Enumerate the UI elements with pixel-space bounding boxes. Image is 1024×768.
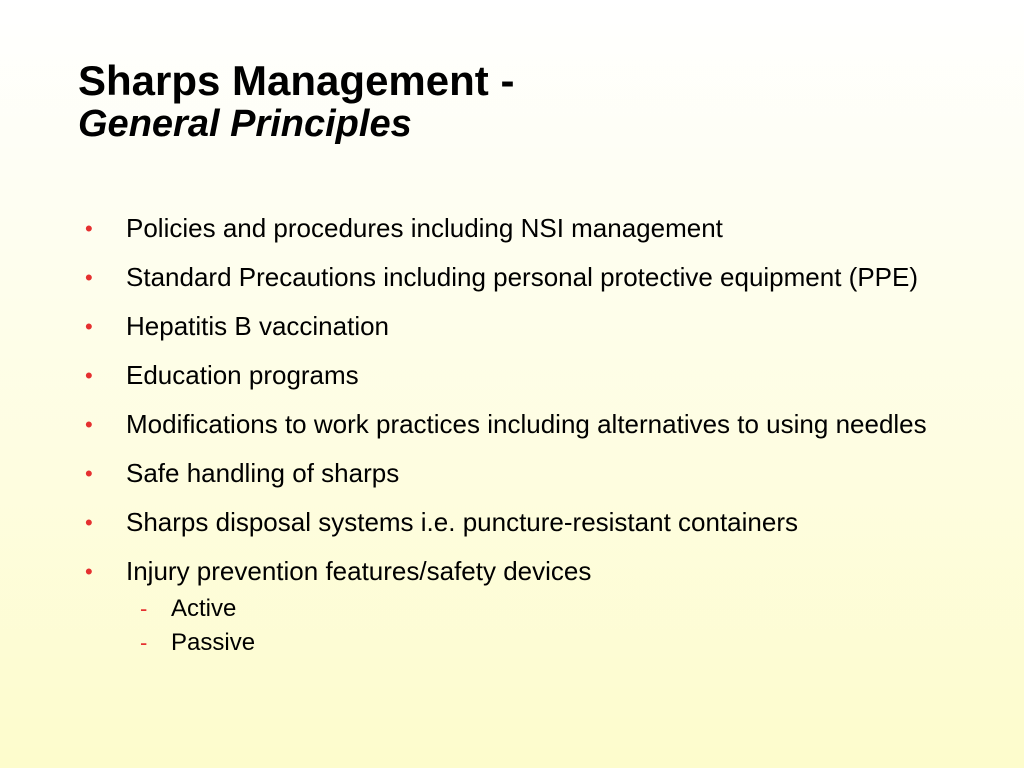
bullet-item	[85, 261, 945, 294]
bullet-icon: •	[85, 412, 93, 437]
bullet-content	[85, 212, 945, 660]
sub-bullet-item	[126, 626, 945, 660]
bullet-icon: •	[85, 314, 93, 339]
sub-bullet-text: Passive	[171, 629, 256, 656]
bullet-item	[85, 457, 945, 490]
title-block	[78, 58, 958, 147]
bullet-icon: •	[85, 216, 93, 241]
bullet-item	[85, 359, 945, 392]
bullet-icon: •	[85, 510, 93, 535]
dash-icon: -	[140, 596, 148, 621]
bullet-text: Safe handling of sharps	[126, 458, 400, 488]
bullet-item	[85, 310, 945, 343]
bullet-text: Education programs	[126, 360, 359, 390]
bullet-icon: •	[85, 559, 93, 584]
bullet-text: Modifications to work practices including alternatives to using needles	[126, 409, 927, 439]
slide-title: Sharps Management -	[78, 57, 515, 104]
dash-icon: -	[140, 630, 148, 655]
bullet-text: Hepatitis B vaccination	[126, 311, 390, 341]
bullet-icon: •	[85, 461, 93, 486]
bullet-text: Policies and procedures including NSI management	[126, 213, 723, 243]
bullet-icon: •	[85, 265, 93, 290]
sub-bullet-list	[126, 592, 945, 660]
bullet-text: Injury prevention features/safety devices	[126, 556, 592, 586]
sub-bullet-item	[126, 592, 945, 626]
bullet-item	[85, 506, 945, 539]
slide-subtitle: General Principles	[78, 103, 412, 146]
bullet-item	[85, 408, 945, 441]
sub-bullet-text: Active	[171, 595, 237, 622]
bullet-item	[85, 555, 945, 660]
bullet-text: Sharps disposal systems i.e. puncture-resistant containers	[126, 507, 798, 537]
bullet-icon: •	[85, 363, 93, 388]
bullet-list	[85, 212, 945, 660]
bullet-item	[85, 212, 945, 245]
bullet-text: Standard Precautions including personal protective equipment (PPE)	[126, 262, 919, 292]
